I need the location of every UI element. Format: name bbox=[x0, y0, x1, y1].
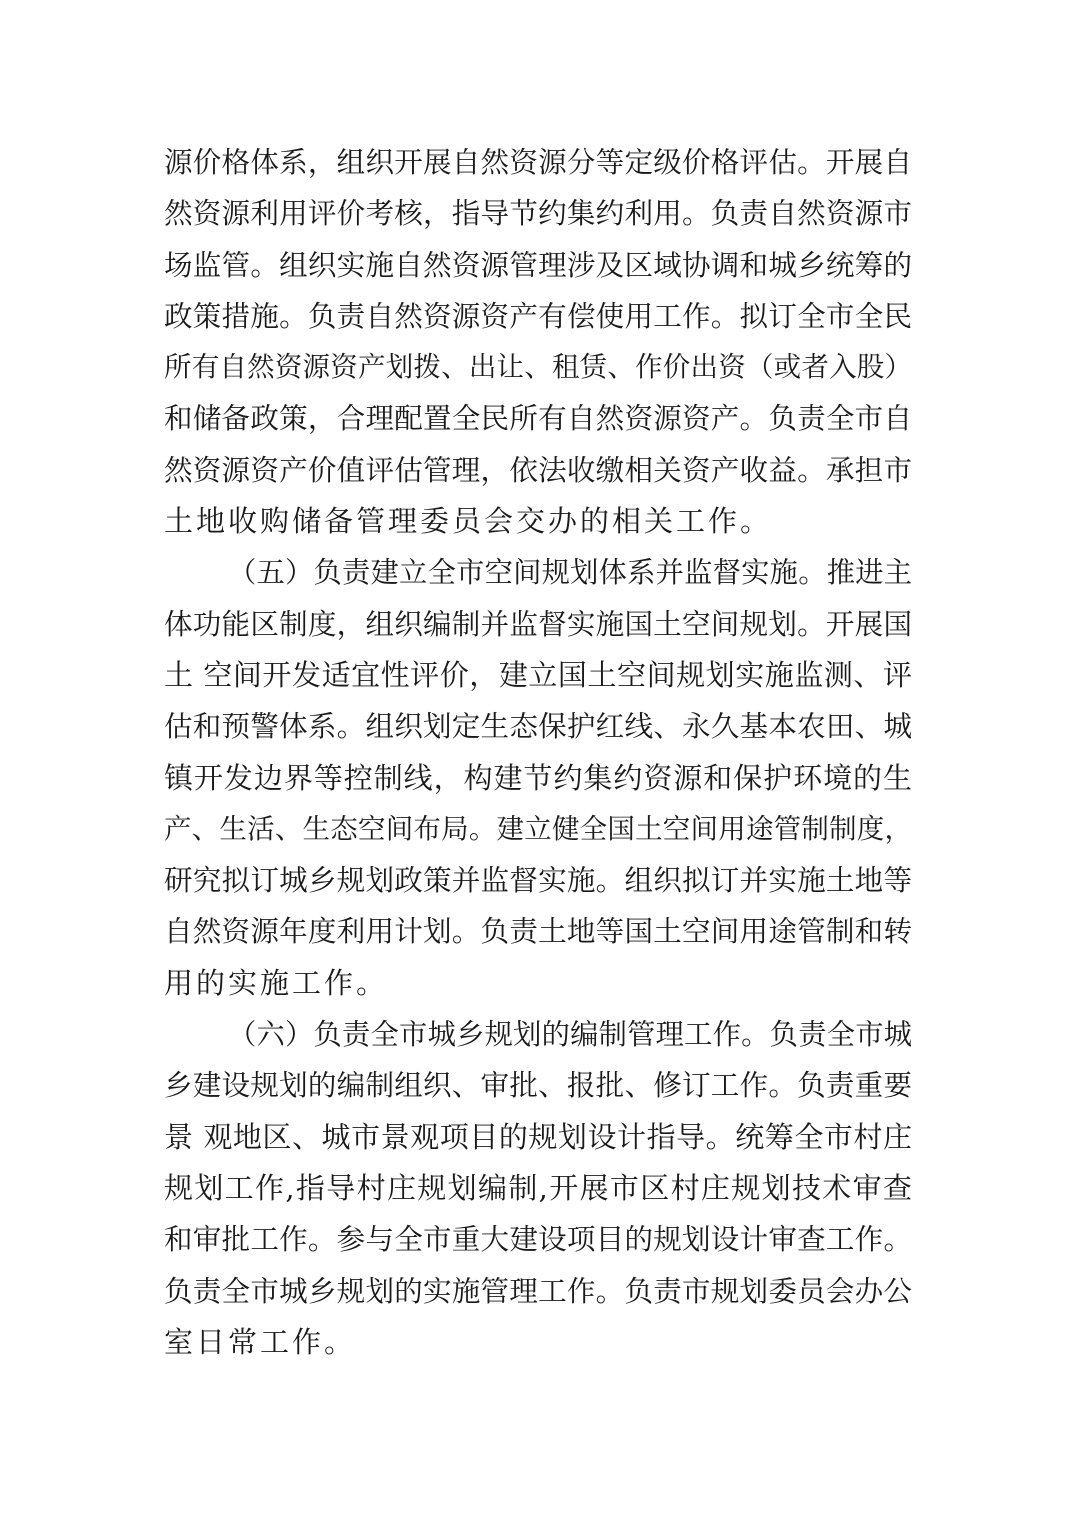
text-line: 产、生活、生态空间布局。建立健全国土空间用途管制制度， bbox=[164, 812, 912, 845]
text-line: 景 观地区、城市景观项目的规划设计指导。统筹全市村庄 bbox=[164, 1119, 912, 1154]
body-text bbox=[164, 137, 912, 1368]
text-line: 和储备政策，合理配置全民所有自然资源资产。负责全市自 bbox=[164, 401, 912, 436]
paragraph-five bbox=[164, 547, 912, 1009]
text-line: 镇开发边界等控制线，构建节约集约资源和保护环境的生 bbox=[164, 760, 912, 795]
text-line: 用的实施工作。 bbox=[164, 965, 389, 1000]
text-line: 然资源资产价值评估管理，依法收缴相关资产收益。承担市 bbox=[164, 452, 912, 487]
text-line: 估和预警体系。组织划定生态保护红线、永久基本农田、城 bbox=[164, 709, 912, 744]
text-line: 室日常工作。 bbox=[164, 1324, 357, 1359]
text-line: 源价格体系，组织开展自然资源分等定级价格评估。开展自 bbox=[164, 145, 912, 179]
text-line: 体功能区制度，组织编制并监督实施国土空间规划。开展国 bbox=[164, 606, 912, 641]
text-line: 研究拟订城乡规划政策并监督实施。组织拟订并实施土地等 bbox=[164, 863, 912, 898]
text-line: 所有自然资源资产划拨、出让、租赁、作价出资（或者入股） bbox=[164, 351, 912, 384]
text-line: 政策措施。负责自然资源资产有偿使用工作。拟订全市全民 bbox=[164, 298, 912, 333]
text-line: 自然资源年度利用计划。负责土地等国土空间用途管制和转 bbox=[164, 914, 912, 949]
text-line: 乡建设规划的编制组织、审批、报批、修订工作。负责重要 bbox=[164, 1068, 912, 1103]
text-line: 负责全市城乡规划的实施管理工作。负责市规划委员会办公 bbox=[164, 1273, 912, 1308]
text-line: 规划工作,指导村庄规划编制,开展市区村庄规划技术审查 bbox=[164, 1170, 912, 1205]
paragraph-six bbox=[164, 1009, 912, 1368]
text-line: 场监管。组织实施自然资源管理涉及区域协调和城乡统筹的 bbox=[164, 247, 912, 282]
text-line: （六）负责全市城乡规划的编制管理工作。负责全市城 bbox=[228, 1018, 912, 1052]
paragraph-continued bbox=[164, 137, 912, 547]
text-line: 土地收购储备管理委员会交办的相关工作。 bbox=[164, 504, 773, 539]
text-line: 土 空间开发适宜性评价，建立国土空间规划实施监测、评 bbox=[164, 657, 912, 692]
text-line: 和审批工作。参与全市重大建设项目的规划设计审查工作。 bbox=[164, 1222, 912, 1257]
text-line: （五）负责建立全市空间规划体系并监督实施。推进主 bbox=[228, 556, 912, 590]
text-line: 然资源利用评价考核，指导节约集约利用。负责自然资源市 bbox=[164, 196, 912, 231]
